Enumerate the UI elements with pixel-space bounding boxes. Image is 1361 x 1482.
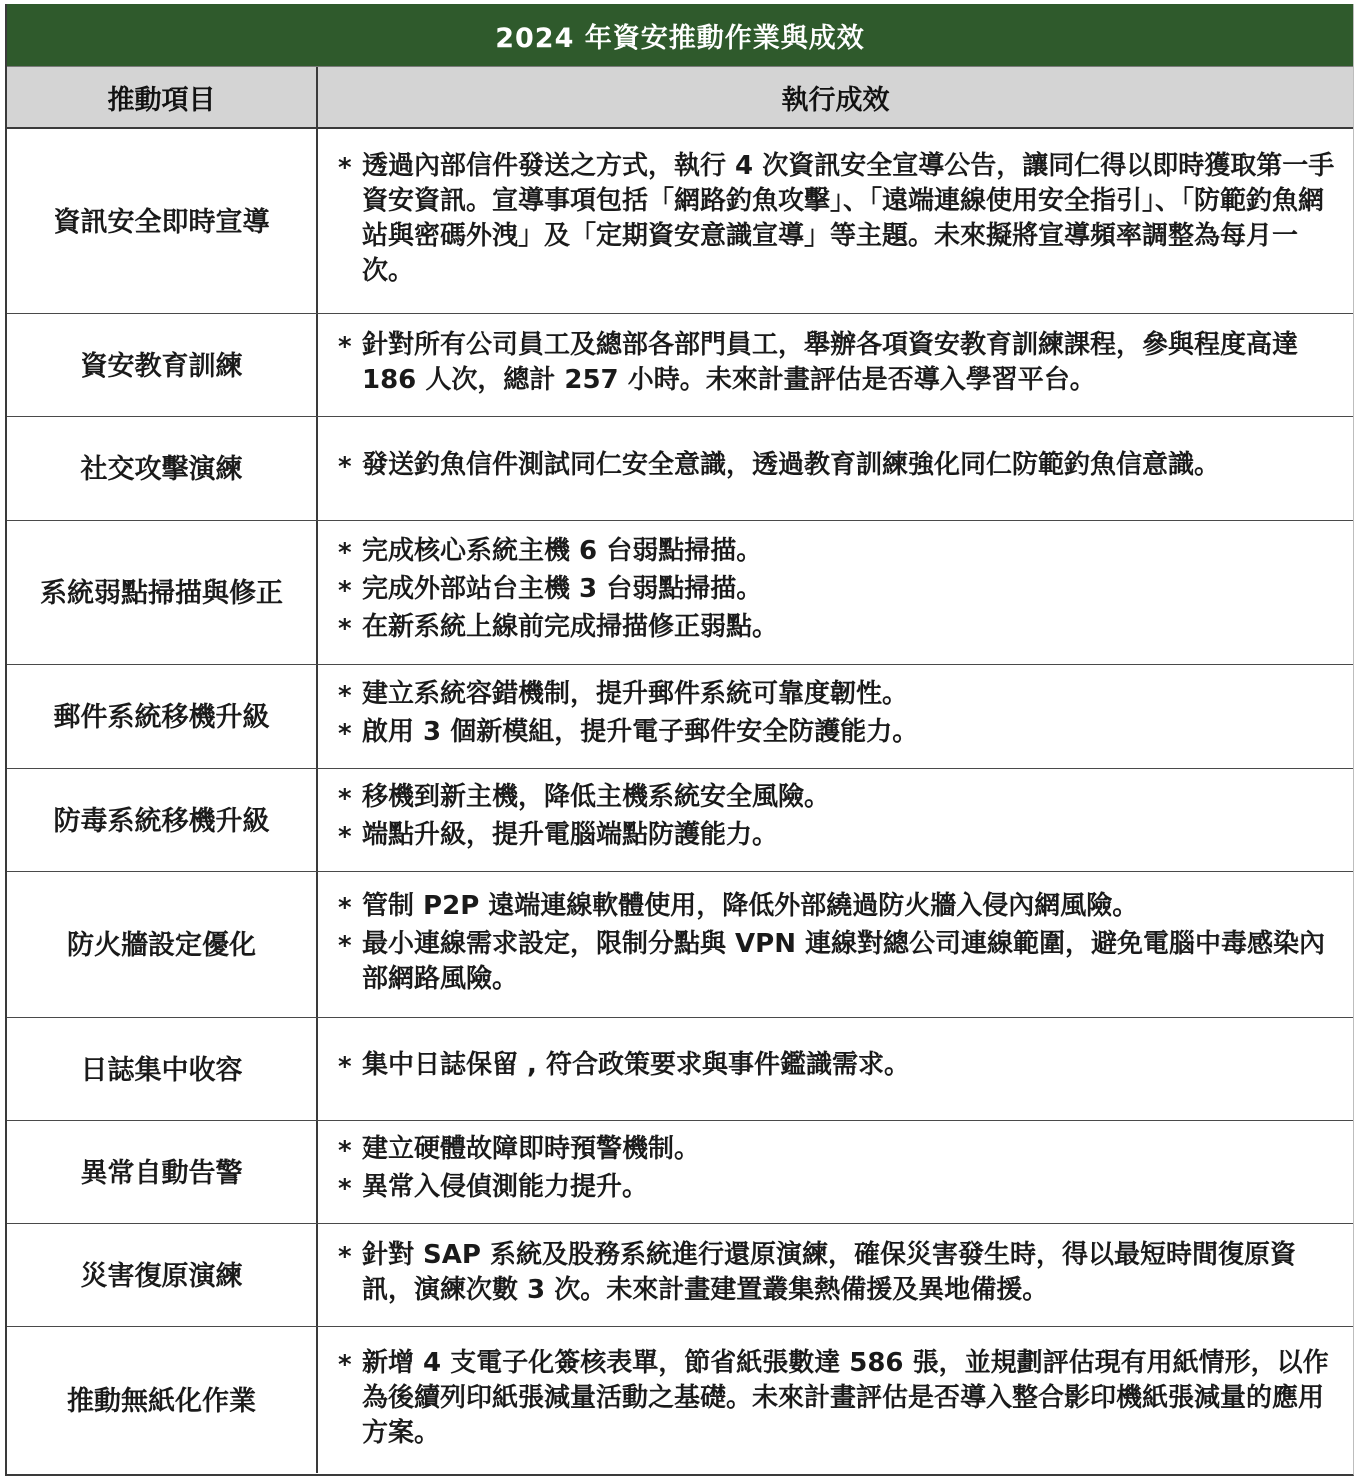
- asterisk-bullet-icon: *: [338, 784, 352, 814]
- row-result-cell: [318, 417, 1353, 520]
- asterisk-bullet-icon: *: [338, 451, 352, 482]
- result-bullet-text: 完成外部站台主機 3 台弱點掃描。: [362, 573, 763, 604]
- result-bullet: [338, 610, 1339, 648]
- result-bullet-text: 集中日誌保留 , 符合政策要求與事件鑑識需求。: [362, 1050, 910, 1080]
- result-bullet-text: 在新系統上線前完成掃描修正弱點。: [362, 611, 779, 642]
- result-bullet: [338, 1170, 1339, 1208]
- asterisk-bullet-icon: *: [338, 892, 352, 923]
- result-bullet: [338, 818, 1339, 856]
- row-result-cell: [318, 1018, 1353, 1120]
- asterisk-bullet-icon: *: [338, 1052, 352, 1082]
- result-bullet: [338, 1346, 1339, 1451]
- result-bullet-text: 針對 SAP 系統及股務系統進行還原演練，確保災害發生時，得以最短時間復原資訊，演練次數 3 次。未來計畫建置叢集熱備援及異地備援。: [362, 1240, 1297, 1305]
- asterisk-bullet-icon: *: [338, 1174, 352, 1204]
- row-result-cell: [318, 521, 1353, 664]
- result-bullet: [338, 677, 1339, 715]
- row-result-cell: [318, 1224, 1353, 1326]
- asterisk-bullet-icon: *: [338, 930, 352, 961]
- result-bullet: [338, 780, 1339, 818]
- table-row: [7, 1327, 1353, 1473]
- result-bullet: [338, 328, 1339, 398]
- asterisk-bullet-icon: *: [338, 718, 352, 749]
- asterisk-bullet-icon: *: [338, 1136, 352, 1166]
- table-title: 2024 年資安推動作業與成效: [7, 4, 1353, 66]
- result-bullet-text: 發送釣魚信件測試同仁安全意識，透過教育訓練強化同仁防範釣魚信意識。: [362, 449, 1221, 480]
- result-bullet: [338, 1132, 1339, 1170]
- row-item-label: 日誌集中收容: [7, 1018, 318, 1120]
- result-bullet: [338, 1238, 1339, 1308]
- asterisk-bullet-icon: *: [338, 153, 352, 183]
- table-row: [7, 314, 1353, 417]
- result-bullet: [338, 715, 1339, 753]
- row-item-label: 防毒系統移機升級: [7, 769, 318, 871]
- row-item-label: 防火牆設定優化: [7, 872, 318, 1017]
- result-bullet-text: 移機到新主機，降低主機系統安全風險。: [362, 782, 831, 812]
- result-bullet-text: 啟用 3 個新模組，提升電子郵件安全防護能力。: [362, 716, 919, 747]
- result-bullet-text: 針對所有公司員工及總部各部門員工，舉辦各項資安教育訓練課程，參與程度高達 186 人次，總計 257 小時。未來計畫評估是否導入學習平台。: [362, 330, 1299, 395]
- result-bullet: [338, 534, 1339, 572]
- table-row: [7, 521, 1353, 665]
- result-bullet-text: 建立硬體故障即時預警機制。: [362, 1134, 701, 1164]
- row-item-label: 資訊安全即時宣導: [7, 129, 318, 313]
- result-bullet-text: 新增 4 支電子化簽核表單，節省紙張數達 586 張，並規劃評估現有用紙情形，以作為後續列印紙張減量活動之基礎。未來計畫評估是否導入整合影印機紙張減量的應用方案。: [362, 1347, 1329, 1448]
- row-result-cell: [318, 314, 1353, 416]
- asterisk-bullet-icon: *: [338, 613, 352, 644]
- result-bullet-text: 端點升級，提升電腦端點防護能力。: [362, 820, 779, 850]
- header-item: 推動項目: [7, 67, 318, 127]
- result-bullet: [338, 149, 1339, 289]
- result-bullet-text: 管制 P2P 遠端連線軟體使用，降低外部繞過防火牆入侵內網風險。: [362, 890, 1139, 921]
- result-bullet-text: 透過內部信件發送之方式，執行 4 次資訊安全宣導公告，讓同仁得以即時獲取第一手資安資訊。宣導事項包括「網路釣魚攻擊」、「遠端連線使用安全指引」、「防範釣魚網站與密碼外洩」及「定期資安意識宣導」等主題。未來擬將宣導頻率調整為每月一次。: [362, 151, 1335, 286]
- row-result-cell: [318, 665, 1353, 768]
- row-item-label: 系統弱點掃描與修正: [7, 521, 318, 664]
- result-bullet: [338, 927, 1339, 997]
- asterisk-bullet-icon: *: [338, 537, 352, 568]
- asterisk-bullet-icon: *: [338, 1242, 352, 1272]
- table-row: [7, 129, 1353, 314]
- asterisk-bullet-icon: *: [338, 332, 352, 362]
- table-header-row: [7, 66, 1353, 129]
- row-item-label: 推動無紙化作業: [7, 1327, 318, 1473]
- result-bullet: [338, 889, 1339, 927]
- result-bullet-text: 建立系統容錯機制，提升郵件系統可靠度韌性。: [362, 678, 909, 709]
- asterisk-bullet-icon: *: [338, 575, 352, 606]
- row-item-label: 異常自動告警: [7, 1121, 318, 1223]
- result-bullet: [338, 448, 1339, 486]
- table-row: [7, 665, 1353, 769]
- table-row: [7, 417, 1353, 521]
- row-item-label: 災害復原演練: [7, 1224, 318, 1326]
- row-result-cell: [318, 769, 1353, 871]
- table-body: [7, 129, 1353, 1473]
- result-bullet-text: 完成核心系統主機 6 台弱點掃描。: [362, 535, 763, 566]
- asterisk-bullet-icon: *: [338, 1349, 352, 1380]
- result-bullet-text: 最小連線需求設定，限制分點與 VPN 連線對總公司連線範圍，避免電腦中毒感染內部網路風險。: [362, 928, 1326, 994]
- row-result-cell: [318, 1121, 1353, 1223]
- row-item-label: 郵件系統移機升級: [7, 665, 318, 768]
- asterisk-bullet-icon: *: [338, 822, 352, 852]
- row-result-cell: [318, 1327, 1353, 1473]
- row-result-cell: [318, 872, 1353, 1017]
- table-row: [7, 1224, 1353, 1327]
- table-row: [7, 872, 1353, 1018]
- row-result-cell: [318, 129, 1353, 313]
- table-row: [7, 1121, 1353, 1224]
- result-bullet: [338, 572, 1339, 610]
- asterisk-bullet-icon: *: [338, 680, 352, 711]
- header-result: 執行成效: [781, 84, 890, 116]
- result-bullet-text: 異常入侵偵測能力提升。: [362, 1172, 649, 1202]
- row-item-label: 資安教育訓練: [7, 314, 318, 416]
- result-bullet: [338, 1048, 1339, 1086]
- security-initiatives-table: [5, 4, 1354, 1476]
- table-row: [7, 1018, 1353, 1121]
- table-row: [7, 769, 1353, 872]
- row-item-label: 社交攻擊演練: [7, 417, 318, 520]
